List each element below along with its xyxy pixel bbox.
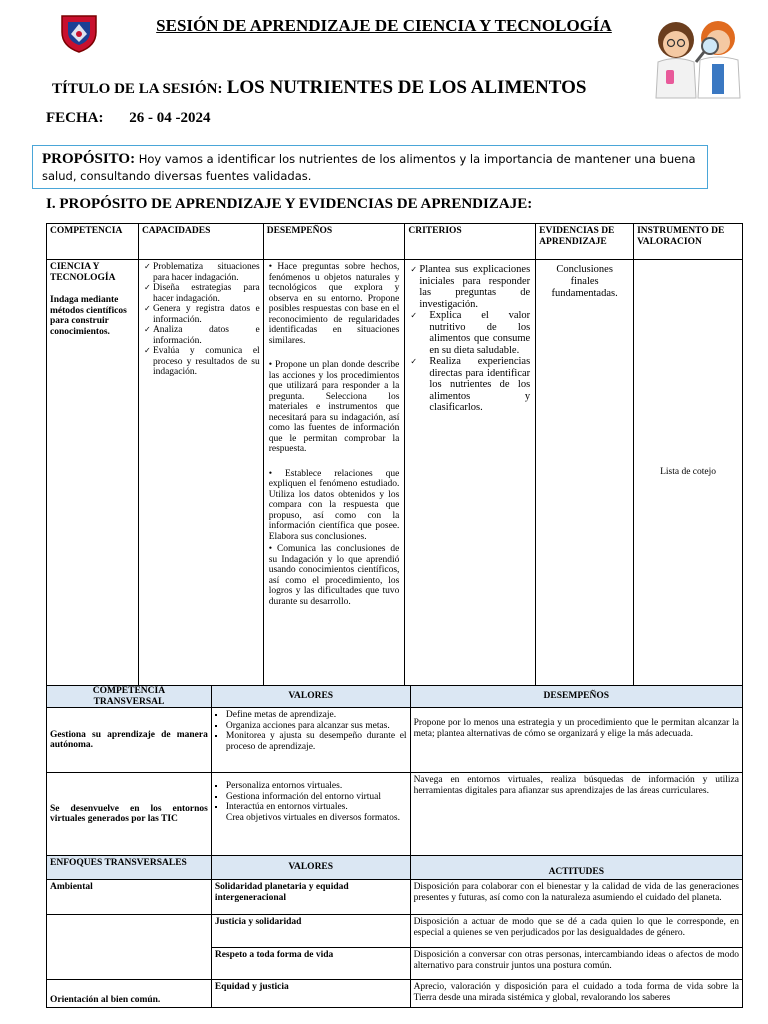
transversal-approaches-table bbox=[46, 855, 743, 1008]
desempeno-item: • Comunica las conclusiones de su Indagación y lo que aprendió usando conocimientos científicos, así como el procedimiento, los logros y las dificultades que tuvo durante su desarrollo. bbox=[268, 544, 400, 607]
instrumento-value: Lista de cotejo bbox=[660, 467, 717, 478]
learning-purpose-table bbox=[46, 223, 743, 686]
header-capacidades: CAPACIDADES bbox=[138, 224, 263, 260]
header-desempenos: DESEMPEÑOS bbox=[263, 224, 405, 260]
desempeno-item: • Hace preguntas sobre hechos, fenómenos u objetos naturales y tecnológicos que explora y observa en su entorno. Propone posibles respuestas con base en el reconocimiento de regularidades identificadas en situaciones similares. bbox=[268, 262, 400, 346]
valor-item: ▪ Gestiona información del entorno virtual bbox=[226, 792, 407, 803]
enfoque-cell: Ambiental bbox=[47, 880, 212, 915]
valores-cell bbox=[211, 773, 410, 856]
transversal-competencies-table bbox=[46, 685, 743, 856]
header-evidencias: EVIDENCIAS DE APRENDIZAJE bbox=[536, 224, 634, 260]
actitud-cell: Disposición a actuar de modo que se dé a cada quien lo que le corresponde, en especial a quienes se ven perjudicados por las desigualdades de género. bbox=[410, 915, 742, 948]
evidencias-cell: Conclusiones finales fundamentadas. bbox=[536, 260, 634, 686]
valor-enfoque-cell: Equidad y justicia bbox=[211, 980, 410, 1008]
session-label: TÍTULO DE LA SESIÓN: bbox=[52, 81, 223, 97]
document-title: SESIÓN DE APRENDIZAJE DE CIENCIA Y TECNOLOGÍA bbox=[156, 16, 612, 35]
enfoque-cell-empty bbox=[47, 915, 212, 948]
header-enfoques: ENFOQUES TRANSVERSALES bbox=[47, 856, 212, 880]
criterio-item: ✓ Explica el valor nutritivo de los alimentos que consume en su dieta saludable. bbox=[419, 310, 530, 356]
competencia-description: Indaga mediante métodos científicos para construir conocimientos. bbox=[50, 295, 127, 337]
valor-enfoque-cell: Solidaridad planetaria y equidad intergeneracional bbox=[211, 880, 410, 915]
header-valores-enfoques: VALORES bbox=[211, 856, 410, 880]
header-criterios: CRITERIOS bbox=[405, 224, 536, 260]
valor-enfoque-cell: Justicia y solidaridad bbox=[211, 915, 410, 948]
actitud-cell: Aprecio, valoración y disposición para el cuidado a toda forma de vida sobre la Tierra desde una mirada sistémica y global, revalorando los saberes bbox=[410, 980, 742, 1008]
date-value: 26 - 04 -2024 bbox=[129, 110, 211, 126]
desempeno-transversal-cell: Navega en entornos virtuales, realiza búsquedas de información y utiliza herramientas digitales para afianzar sus aprendizajes de las áreas curriculares. bbox=[410, 773, 742, 856]
section-heading: I. PROPÓSITO DE APRENDIZAJE Y EVIDENCIAS DE APRENDIZAJE: bbox=[46, 196, 533, 212]
desempeno-item: • Establece relaciones que expliquen el fenómeno estudiado. Utiliza los datos obtenidos y los compara con la respuesta que propuso, así como con la información científica que posee. Elabora sus conclusiones. bbox=[268, 468, 400, 542]
enfoque-cell-empty bbox=[47, 948, 212, 980]
purpose-text: Hoy vamos a identificar los nutrientes de los alimentos y la importancia de mantener una buena salud, consultando diversas fuentes validadas. bbox=[42, 152, 696, 183]
actitud-cell: Disposición para colaborar con el bienestar y la calidad de vida de las generaciones presentes y futuras, así como con la naturaleza asumiendo el cuidado del planeta. bbox=[410, 880, 742, 915]
valor-enfoque-cell: Respeto a toda forma de vida bbox=[211, 948, 410, 980]
desempenos-cell bbox=[263, 260, 405, 686]
header-valores: VALORES bbox=[211, 686, 410, 708]
enfoque-cell: Orientación al bien común. bbox=[47, 980, 212, 1008]
instrumento-cell bbox=[634, 260, 743, 686]
competencia-cell bbox=[47, 260, 139, 686]
date-line bbox=[46, 110, 211, 127]
session-title-line bbox=[52, 77, 586, 99]
purpose-label: PROPÓSITO: bbox=[42, 151, 136, 167]
capacidad-item: ✓ Evalúa y comunica el proceso y resultados de su indagación. bbox=[153, 346, 260, 378]
capacidad-item: ✓ Genera y registra datos e información. bbox=[153, 304, 260, 325]
valor-item: ▪ Interactúa en entornos virtuales. bbox=[226, 802, 407, 813]
capacidad-item: ✓ Problematiza situaciones para hacer indagación. bbox=[153, 262, 260, 283]
valor-item-extra: Crea objetivos virtuales en diversos formatos. bbox=[225, 812, 401, 823]
criterio-item: ✓ Realiza experiencias directas para identificar los nutrientes de los alimentos y clasificarlos. bbox=[419, 356, 530, 414]
header-competencia: COMPETENCIA bbox=[47, 224, 139, 260]
valor-item: ▪ Personaliza entornos virtuales. bbox=[226, 781, 407, 792]
session-title: LOS NUTRIENTES DE LOS ALIMENTOS bbox=[226, 77, 587, 98]
valor-item: ▪ Organiza acciones para alcanzar sus metas. bbox=[226, 721, 407, 732]
actitud-cell: Disposición a conversar con otras personas, intercambiando ideas o afectos de modo alternativo para construir juntos una postura común. bbox=[410, 948, 742, 980]
header-competencia-transversal: COMPETENCIA TRANSVERSAL bbox=[47, 686, 212, 708]
date-label: FECHA: bbox=[46, 110, 104, 126]
competencia-name: CIENCIA Y TECNOLOGÍA bbox=[50, 262, 116, 283]
criterio-item: ✓ Plantea sus explicaciones iniciales para responder las preguntas de investigación. bbox=[419, 264, 530, 310]
valor-item: ▪ Define metas de aprendizaje. bbox=[226, 710, 407, 721]
desempeno-item: • Propone un plan donde describe las acciones y los procedimientos que utilizará para responder a la pregunta. Selecciona los materiales e instrumentos que necesitará para su indagación, así como las fuentes de información que le permitan comprobar la respuesta. bbox=[268, 360, 400, 454]
competencia-transversal-cell: Gestiona su aprendizaje de manera autónoma. bbox=[47, 708, 212, 773]
capacidad-item: ✓ Analiza datos e información. bbox=[153, 325, 260, 346]
competencia-transversal-cell: Se desenvuelve en los entornos virtuales generados por las TIC bbox=[47, 773, 212, 856]
purpose-box bbox=[32, 145, 708, 189]
capacidades-cell bbox=[138, 260, 263, 686]
header-instrumento: INSTRUMENTO DE VALORACION bbox=[634, 224, 743, 260]
desempeno-transversal-cell: Propone por lo menos una estrategia y un procedimiento que le permitan alcanzar la meta; plantea alternativas de cómo se organizará y elige la más adecuada. bbox=[410, 708, 742, 773]
header-desempenos-transversal: DESEMPEÑOS bbox=[410, 686, 742, 708]
header-actitudes: ACTITUDES bbox=[410, 856, 742, 880]
capacidad-item: ✓ Diseña estrategias para hacer indagación. bbox=[153, 283, 260, 304]
criterios-cell bbox=[405, 260, 536, 686]
valores-cell bbox=[211, 708, 410, 773]
valor-item: ▪ Monitorea y ajusta su desempeño durante el proceso de aprendizaje. bbox=[226, 731, 407, 752]
